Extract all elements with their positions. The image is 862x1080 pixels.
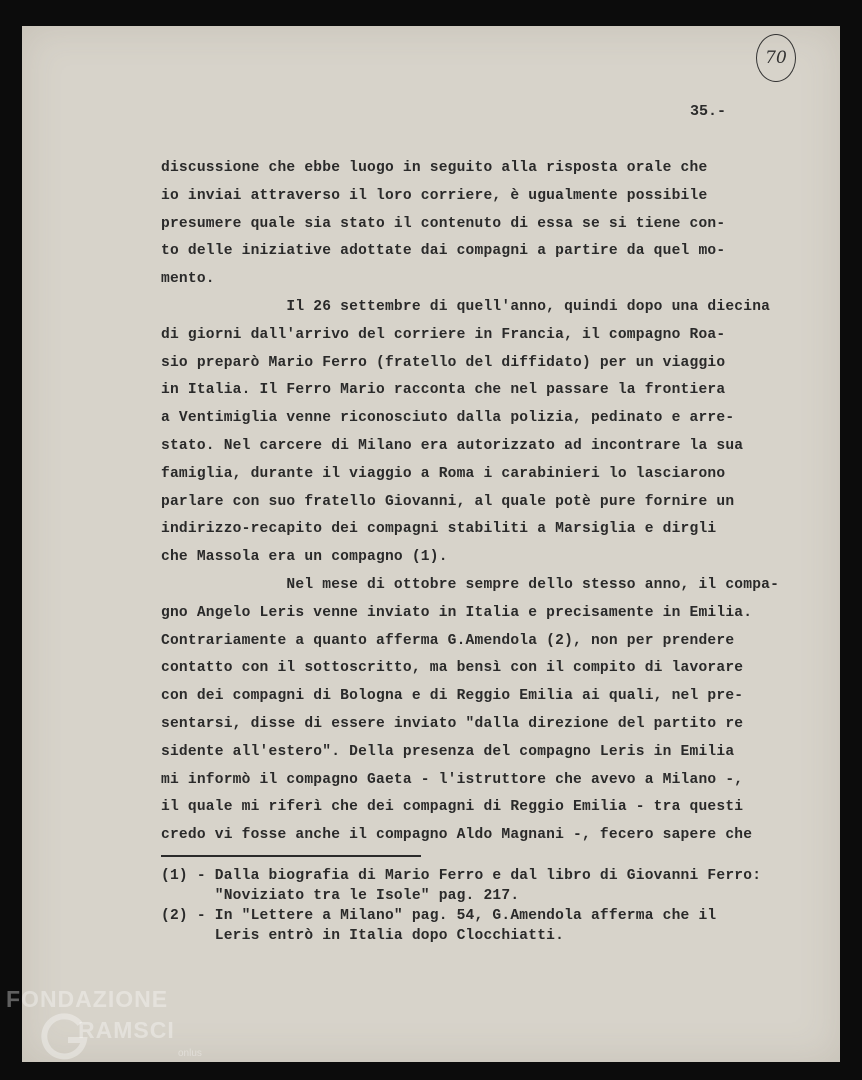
body-line: discussione che ebbe luogo in seguito alla risposta orale che — [161, 160, 708, 176]
body-line: con dei compagni di Bologna e di Reggio Emilia ai quali, nel pre- — [161, 688, 744, 705]
body-line: credo vi fosse anche il compagno Aldo Magnani -, fecero sapere che — [161, 827, 753, 844]
body-line: parlare con suo fratello Giovanni, al quale potè pure fornire un — [161, 493, 735, 510]
body-line: gno Angelo Leris venne inviato in Italia e precisamente in Emilia. — [161, 604, 753, 621]
body-line: sio preparò Mario Ferro (fratello del diffidato) per un viaggio — [161, 354, 726, 371]
watermark-logo — [6, 986, 226, 1076]
body-line: io inviai attraverso il loro corriere, è ugualmente possibile — [161, 187, 708, 204]
body-line: mi informò il compagno Gaeta - l'istruttore che avevo a Milano -, — [161, 771, 744, 788]
page-number: 35.- — [690, 103, 727, 120]
body-line: presumere quale sia stato il contenuto di essa se si tiene con- — [161, 215, 726, 232]
footnote-line: "Noviziato tra le Isole" pag. 217. — [161, 888, 520, 904]
body-line: Contrariamente a quanto afferma G.Amendola (2), non per prendere — [161, 632, 735, 649]
archive-number: 70 — [756, 34, 796, 82]
watermark-line2: RAMSCI — [78, 1017, 175, 1043]
body-line: mento. — [161, 271, 215, 288]
body-line: stato. Nel carcere di Milano era autorizzato ad incontrare la sua — [161, 437, 744, 454]
body-line: sentarsi, disse di essere inviato "dalla direzione del partito re — [161, 715, 744, 732]
footnote-line: Leris entrò in Italia dopo Clocchiatti. — [161, 928, 565, 944]
body-line: indirizzo-recapito dei compagni stabiliti a Marsiglia e dirgli — [161, 521, 717, 538]
footnotes — [161, 866, 821, 946]
watermark-line1: FONDAZIONE — [6, 986, 169, 1012]
body-line: famiglia, durante il viaggio a Roma i carabinieri lo lasciarono — [161, 465, 726, 482]
body-line: a Ventimiglia venne riconosciuto dalla polizia, pedinato e arre- — [161, 410, 735, 427]
footnote-line: (1) - Dalla biografia di Mario Ferro e dal libro di Giovanni Ferro: — [161, 868, 762, 884]
footnote-line: (2) - In "Lettere a Milano" pag. 54, G.Amendola afferma che il — [161, 908, 717, 924]
body-line: il quale mi riferì che dei compagni di Reggio Emilia - tra questi — [161, 799, 744, 816]
body-line: di giorni dall'arrivo del corriere in Francia, il compagno Roa- — [161, 326, 726, 343]
body-line: in Italia. Il Ferro Mario racconta che nel passare la frontiera — [161, 382, 726, 399]
watermark-suffix: onlus — [178, 1048, 202, 1059]
body-text — [161, 155, 801, 850]
footnote-rule — [161, 855, 421, 857]
body-line: sidente all'estero". Della presenza del compagno Leris in Emilia — [161, 743, 735, 760]
body-line: to delle iniziative adottate dai compagni a partire da quel mo- — [161, 243, 726, 260]
body-line: Il 26 settembre di quell'anno, quindi dopo una diecina — [161, 298, 771, 315]
body-line: contatto con il sottoscritto, ma bensì con il compito di lavorare — [161, 660, 744, 677]
body-line: Nel mese di ottobre sempre dello stesso anno, il compa- — [161, 576, 780, 593]
body-line: che Massola era un compagno (1). — [161, 549, 448, 566]
